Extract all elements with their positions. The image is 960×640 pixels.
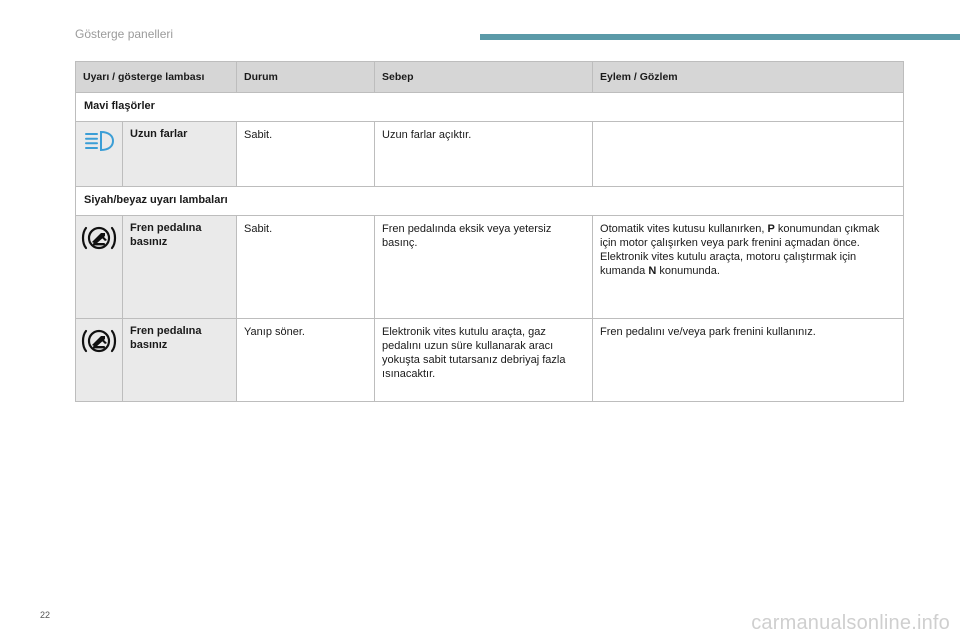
page-header-title: Gösterge panelleri [75,27,174,41]
section-title: Mavi flaşörler [76,93,904,122]
table-row [76,216,904,319]
gear-position-p: P [767,223,775,235]
gear-position-n: N [648,265,657,277]
lamp-action [593,122,904,187]
lamp-status: Yanıp söner. [237,319,375,402]
lamp-status: Sabit. [237,216,375,319]
lamp-name: Fren pedalına basınız [123,216,237,319]
column-header-cause: Sebep [375,62,593,93]
lamp-cause: Elektronik vites kutulu araçta, gaz pedalını uzun süre kullanarak aracı yokuşta sabit tutarsanız debriyaj fazla ısınacaktır. [375,319,593,402]
lamp-cause: Uzun farlar açıktır. [375,122,593,187]
action-text: Elektronik vites kutulu araçta, motoru çalıştırmak için kumanda [600,251,857,277]
lamp-action [593,216,904,319]
section-title: Siyah/beyaz uyarı lambaları [76,187,904,216]
action-text: Otomatik vites kutusu kullanırken, [600,223,768,235]
page-number: 22 [40,610,51,620]
lamp-icon-cell [76,216,123,319]
header-accent-bar [480,34,960,40]
lamp-status: Sabit. [237,122,375,187]
column-header-status: Durum [237,62,375,93]
warning-lamps-table [75,61,904,402]
table-row [76,122,904,187]
column-header-lamp: Uyarı / gösterge lambası [76,62,237,93]
brake-pedal-icon [81,326,117,356]
high-beam-icon [82,129,116,153]
section-row-blue [76,93,904,122]
watermark-text: carmanualsonline.info [751,612,950,634]
lamp-cause: Fren pedalında eksik veya yetersiz basınç. [375,216,593,319]
column-header-action: Eylem / Gözlem [593,62,904,93]
section-row-black-white [76,187,904,216]
lamp-icon-cell [76,319,123,402]
lamp-name: Fren pedalına basınız [123,319,237,402]
lamp-icon-cell [76,122,123,187]
table-header-row [76,62,904,93]
action-text: konumundan çıkmak için motor çalışırken veya park frenini açmadan önce. [600,223,880,249]
lamp-action: Fren pedalını ve/veya park frenini kullanınız. [593,319,904,402]
table-row [76,319,904,402]
action-text: konumunda. [656,265,720,277]
brake-pedal-icon [81,223,117,253]
lamp-name: Uzun farlar [123,122,237,187]
